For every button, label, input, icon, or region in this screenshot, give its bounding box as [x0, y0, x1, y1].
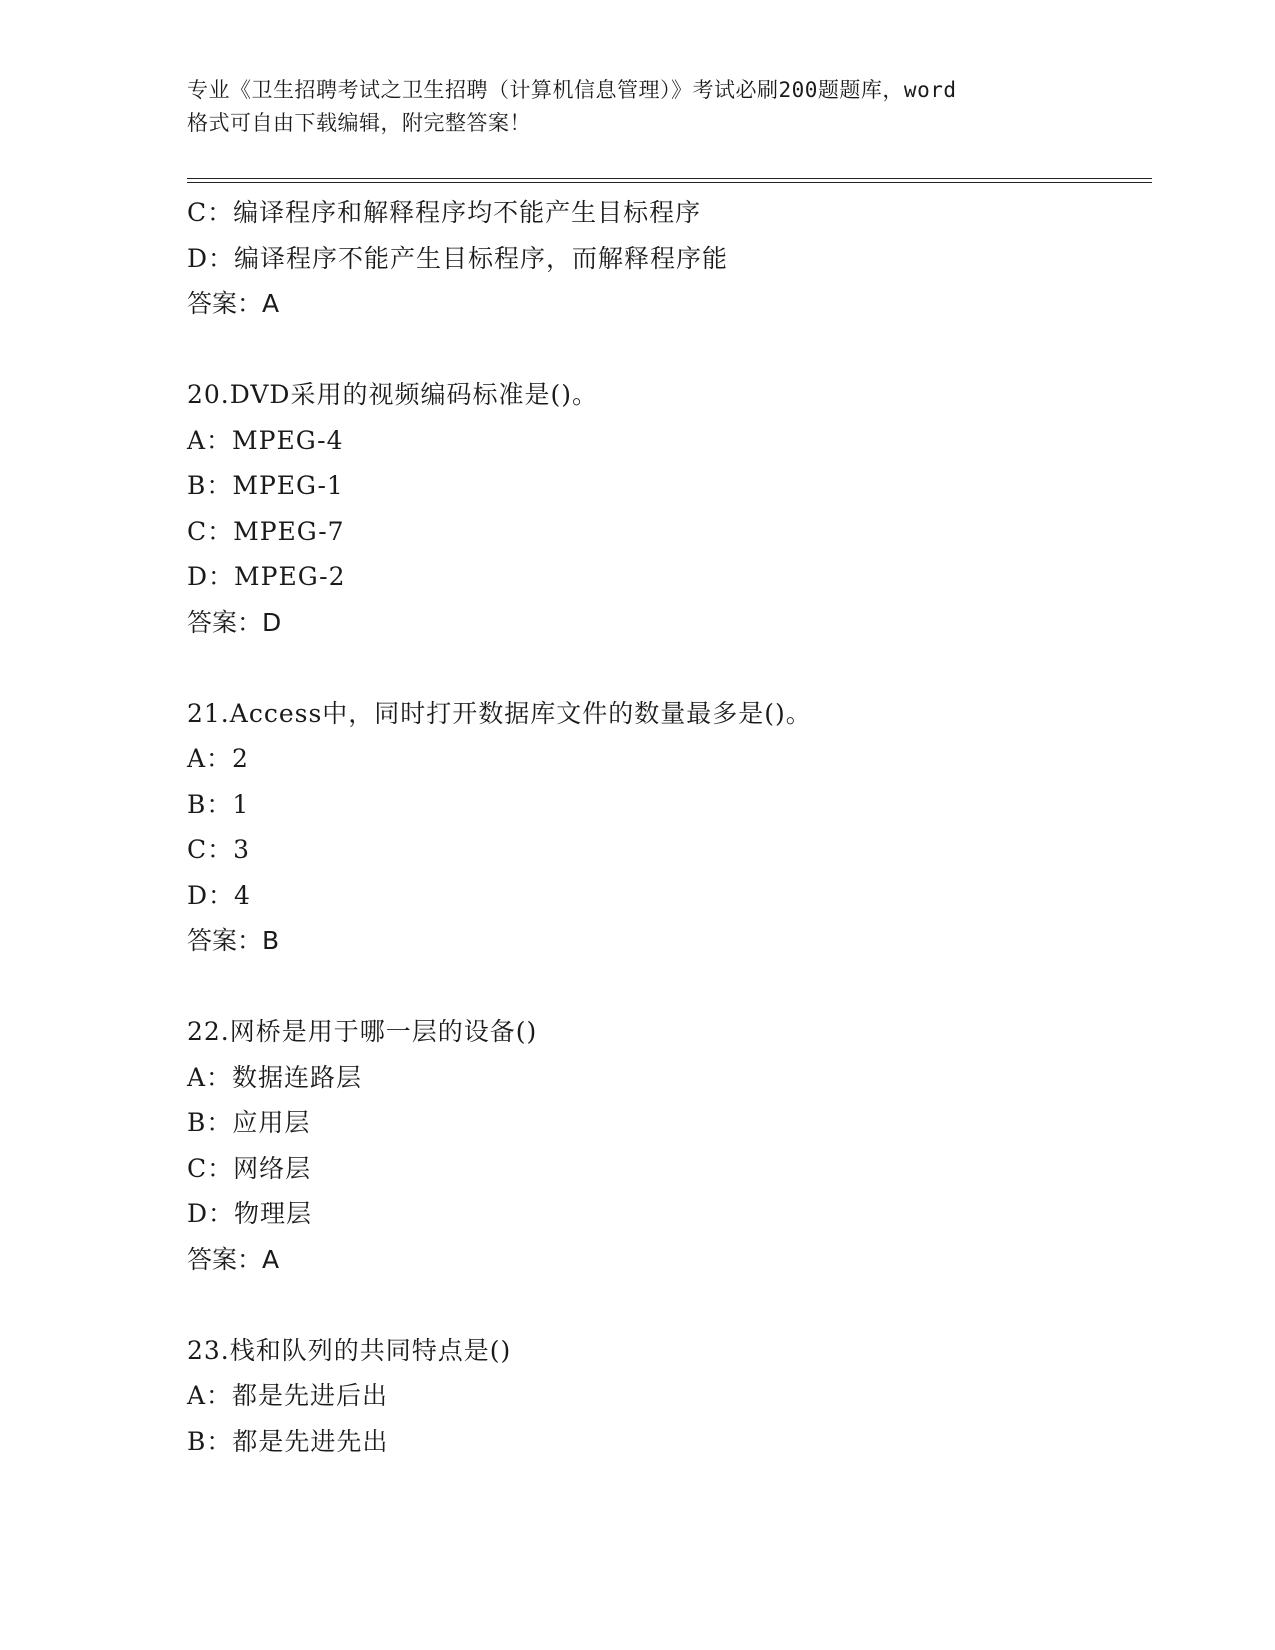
question-20 [187, 372, 1152, 645]
option-b: B：MPEG-1 [187, 471, 344, 500]
answer-line: 答案：A [187, 1244, 280, 1274]
option-c: C：MPEG-7 [187, 516, 345, 546]
question-stem: 23.栈和队列的共同特点是() [187, 1335, 512, 1365]
spacer [187, 327, 1152, 373]
option-d: D：物理层 [187, 1199, 313, 1228]
spacer [187, 645, 1152, 691]
option-d: D：MPEG-2 [187, 562, 346, 591]
question-19-continued [187, 190, 1152, 327]
option-c: C：网络层 [187, 1153, 312, 1183]
option-b: B：都是先进先出 [187, 1426, 389, 1456]
option-b: B：1 [187, 789, 250, 819]
answer-line: 答案：A [187, 289, 280, 318]
question-list [187, 190, 1152, 1464]
document-header [187, 74, 1087, 140]
option-c: C：3 [187, 835, 251, 864]
spacer [187, 1282, 1152, 1328]
question-23 [187, 1328, 1152, 1465]
option-a: A：MPEG-4 [187, 425, 344, 455]
header-divider [187, 178, 1152, 183]
option-d: D：编译程序不能产生目标程序，而解释程序能 [187, 243, 729, 273]
option-b: B：应用层 [187, 1108, 311, 1137]
question-21 [187, 691, 1152, 964]
header-title-line-2: 格式可自由下载编辑，附完整答案！ [187, 111, 531, 135]
header-title-line-1: 专业《卫生招聘考试之卫生招聘（计算机信息管理）》考试必刷200题题库，word [187, 78, 957, 102]
option-a: A：2 [187, 744, 249, 773]
option-c: C：编译程序和解释程序均不能产生目标程序 [187, 198, 702, 227]
option-a: A：数据连路层 [187, 1062, 363, 1092]
question-stem: 20.DVD采用的视频编码标准是()。 [187, 380, 598, 409]
question-22 [187, 1009, 1152, 1282]
option-a: A：都是先进后出 [187, 1381, 389, 1410]
question-stem: 22.网桥是用于哪一层的设备() [187, 1017, 538, 1046]
option-d: D：4 [187, 880, 251, 910]
spacer [187, 964, 1152, 1010]
answer-line: 答案：B [187, 926, 280, 955]
answer-line: 答案：D [187, 607, 282, 637]
question-stem: 21.Access中，同时打开数据库文件的数量最多是()。 [187, 698, 812, 728]
